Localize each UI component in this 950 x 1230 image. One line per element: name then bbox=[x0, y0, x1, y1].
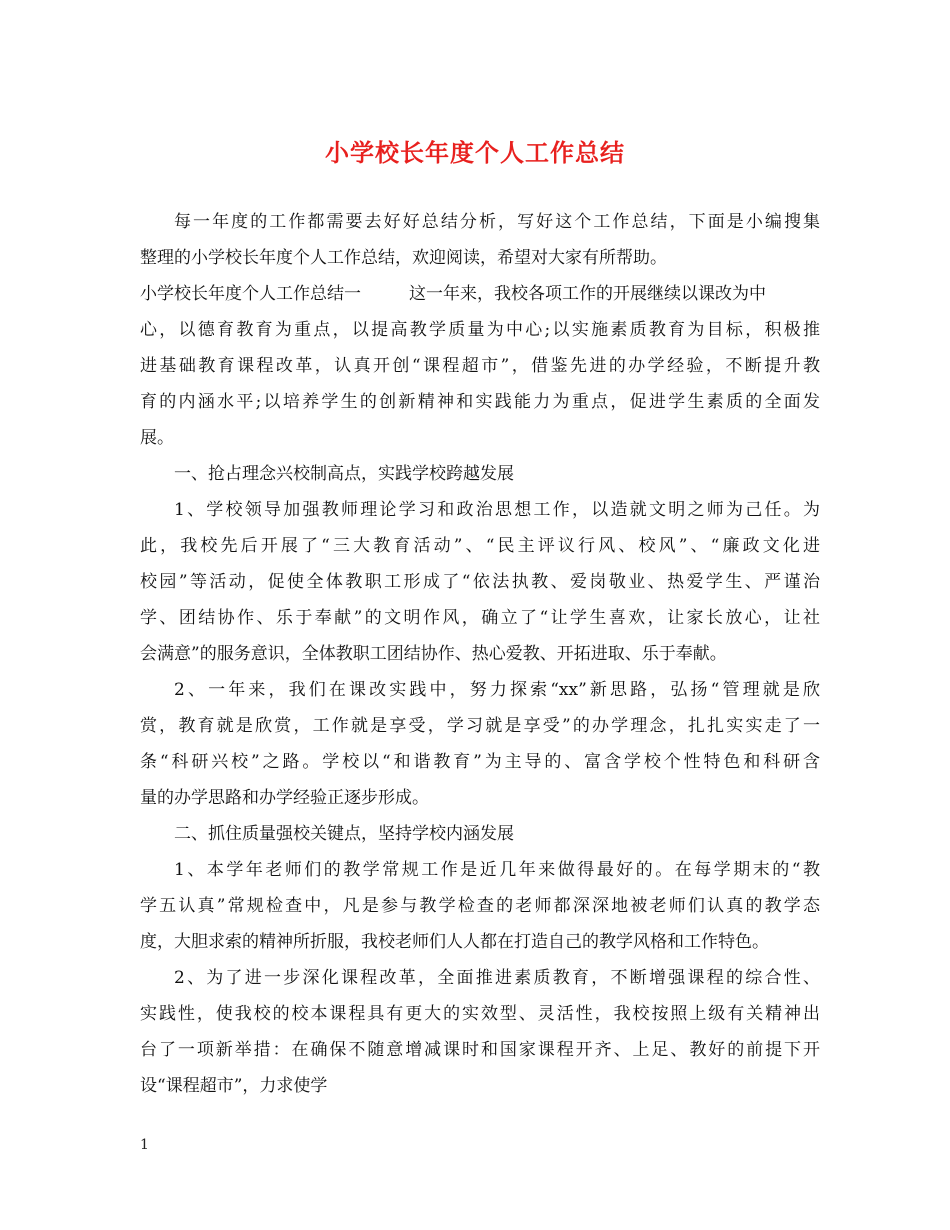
section-one-heading: 小学校长年度个人工作总结一 bbox=[140, 284, 361, 304]
paragraph-line: 台了一项新举措：在确保不随意增减课时和国家课程开齐、上足、教好的前提下开 bbox=[140, 1040, 820, 1060]
paragraph-line: 量的办学思路和办学经验正逐步形成。 bbox=[140, 788, 429, 808]
paragraph-line: 整理的小学校长年度个人工作总结，欢迎阅读，希望对大家有所帮助。 bbox=[140, 248, 667, 268]
paragraph-line: 会满意”的服务意识，全体教职工团结协作、热心爱教、开拓进取、乐于奉献。 bbox=[140, 644, 727, 664]
paragraph-line: 赏，教育就是欣赏，工作就是享受，学习就是享受”的办学理念，扎扎实实走了一 bbox=[140, 716, 820, 736]
paragraph-line: 设“课程超市”，力求使学 bbox=[140, 1076, 328, 1096]
paragraph-line: 展。 bbox=[140, 428, 174, 448]
section-heading: 二、抓住质量强校关键点，坚持学校内涵发展 bbox=[174, 824, 514, 844]
paragraph-line: 每一年度的工作都需要去好好总结分析，写好这个工作总结，下面是小编搜集 bbox=[174, 212, 820, 232]
paragraph-line: 学、团结协作、乐于奉献”的文明作风，确立了“让学生喜欢，让家长放心，让社 bbox=[140, 608, 820, 628]
paragraph-line: 度，大胆求索的精神所折服，我校老师们人人都在打造自己的教学风格和工作特色。 bbox=[140, 932, 769, 952]
paragraph-line: 此，我校先后开展了“三大教育活动”、“民主评议行风、校风”、“廉政文化进 bbox=[140, 536, 820, 556]
paragraph-line: 进基础教育课程改革，认真开创“课程超市”，借鉴先进的办学经验，不断提升教 bbox=[140, 356, 820, 376]
paragraph-line: 育的内涵水平;以培养学生的创新精神和实践能力为重点，促进学生素质的全面发 bbox=[140, 392, 820, 412]
paragraph-line: 条“科研兴校”之路。学校以“和谐教育”为主导的、富含学校个性特色和科研含 bbox=[140, 752, 820, 772]
document-title: 小学校长年度个人工作总结 bbox=[325, 139, 625, 167]
paragraph-line: 2、为了进一步深化课程改革，全面推进素质教育，不断增强课程的综合性、 bbox=[174, 968, 820, 988]
paragraph-line: 1、学校领导加强教师理论学习和政治思想工作，以造就文明之师为己任。为 bbox=[174, 500, 820, 520]
paragraph-line: 心，以德育教育为重点，以提高教学质量为中心;以实施素质教育为目标，积极推 bbox=[140, 320, 820, 340]
paragraph-line: 学五认真”常规检查中，凡是参与教学检查的老师都深深地被老师们认真的教学态 bbox=[140, 896, 820, 916]
paragraph-line: 1、本学年老师们的教学常规工作是近几年来做得最好的。在每学期末的“教 bbox=[174, 860, 820, 880]
page-number: 1 bbox=[140, 1137, 149, 1153]
section-one-line bbox=[140, 276, 820, 312]
section-heading: 一、抢占理念兴校制高点，实践学校跨越发展 bbox=[174, 464, 514, 484]
paragraph-line: 2、一年来，我们在课改实践中，努力探索“xx”新思路，弘扬“管理就是欣 bbox=[174, 680, 820, 700]
document-body bbox=[140, 204, 820, 1104]
paragraph-line: 实践性，使我校的校本课程具有更大的实效型、灵活性，我校按照上级有关精神出 bbox=[140, 1004, 820, 1024]
paragraph-line: 校园”等活动，促使全体教职工形成了“依法执教、爱岗敬业、热爱学生、严谨治 bbox=[140, 572, 820, 592]
section-one-start: 这一年来，我校各项工作的开展继续以课改为中 bbox=[409, 284, 766, 304]
